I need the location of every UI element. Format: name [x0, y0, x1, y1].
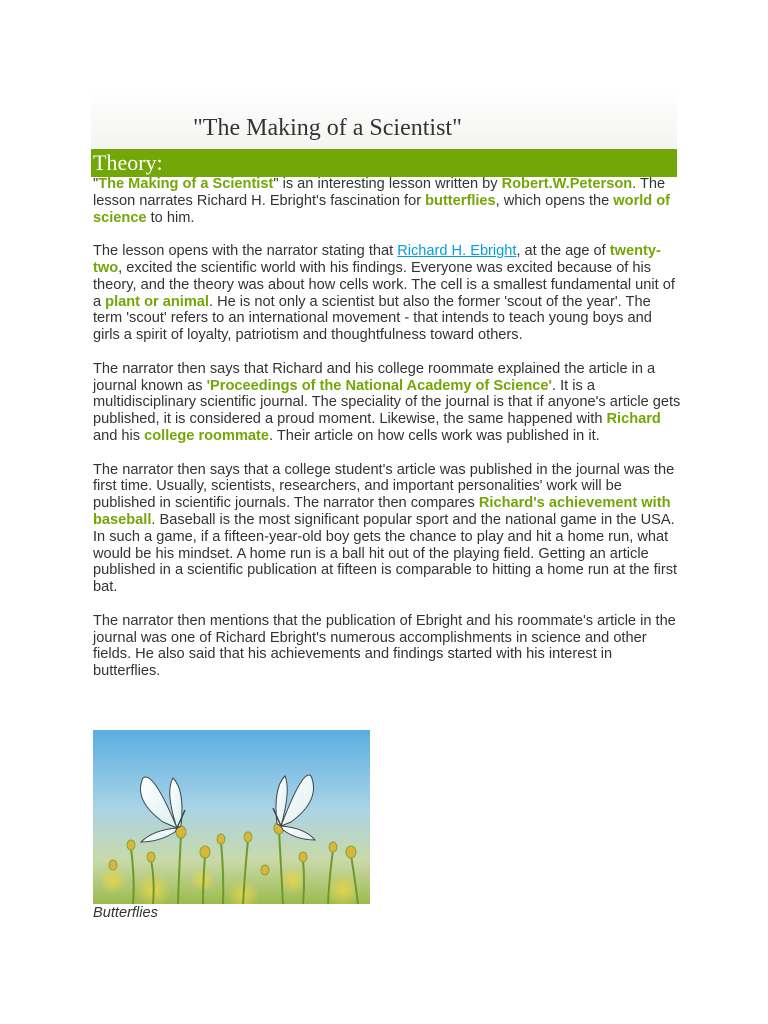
text-run: . The lesson narrates Richard H. Ebright's fascination for	[93, 176, 666, 209]
paragraph	[93, 361, 681, 445]
highlighted-term: world of science	[93, 192, 671, 226]
highlighted-term: Robert.W.Peterson	[501, 176, 633, 192]
highlighted-term: The Making of a Scientist	[98, 176, 274, 192]
text-run: , excited the scientific world with his findings. Everyone was excited because of his theory, and the theory was about how cells work. The cell is a smallest fundamental unit of a	[93, 259, 675, 310]
text-run: "	[93, 176, 99, 192]
text-run: The narrator then says that Richard and his college roommate explained the article in a journal known as	[93, 360, 656, 394]
text-run: . Their article on how cells work was published in it.	[269, 427, 600, 444]
page-title: "The Making of a Scientist"	[193, 115, 462, 141]
paragraph	[93, 243, 681, 344]
text-run: " is an interesting lesson written by	[273, 176, 502, 192]
image-caption: Butterflies	[93, 905, 158, 921]
highlighted-term: 'Proceedings of the National Academy of Science'	[206, 377, 552, 394]
text-run: The lesson opens with the narrator stating that	[93, 243, 398, 260]
section-heading-bar	[91, 149, 677, 177]
text-run: and his	[93, 427, 145, 444]
author-link[interactable]: Richard H. Ebright	[397, 243, 517, 260]
text-run: . It is a multidisciplinary scientific journal. The speciality of the journal is that if anyone's article gets published, it is considered a proud moment. Likewise, the same happened with	[93, 377, 681, 428]
text-run: , which opens the	[495, 192, 614, 209]
highlighted-term: butterflies	[425, 192, 496, 209]
butterflies-image	[93, 730, 370, 904]
text-run: The narrator then mentions that the publication of Ebright and his roommate's article in the journal was one of Richard Ebright's numerous accomplishments in science and other fields. He also said that his achievements and findings started with his interest in butterflies.	[93, 612, 676, 680]
highlighted-term: Richard	[606, 411, 661, 428]
highlighted-term: twenty-two	[93, 243, 661, 276]
article-body	[93, 176, 681, 697]
text-run: , at the age of	[516, 243, 610, 260]
section-heading: Theory:	[93, 150, 163, 175]
text-run: to him.	[146, 209, 195, 226]
highlighted-term: college roommate	[144, 427, 270, 444]
paragraph	[93, 462, 681, 596]
butterflies-photo	[93, 730, 370, 904]
text-run: . He is not only a scientist but also the former 'scout of the year'. The term 'scout' refers to an international movement - that intends to teach young boys and girls a spirit of loyalty, patriotism and thoughtfulness toward others.	[93, 293, 652, 344]
text-run: . Baseball is the most significant popular sport and the national game in the USA. In such a game, if a fifteen-year-old boy gets the chance to play and hit a home run, what would be his mindset. A home run is a ball hit out of the playing field. Getting an article published in a scientific publication at fifteen is comparable to hitting a home run at the first bat.	[93, 511, 678, 596]
highlighted-term: Richard's achievement with baseball	[93, 495, 671, 528]
paragraph	[93, 613, 681, 680]
text-run: The narrator then says that a college student's article was published in the journal was the first time. Usually, scientists, researchers, and important personalities' work will be published in scientific journals. The narrator then compares	[93, 461, 675, 512]
highlighted-term: plant or animal	[105, 293, 209, 310]
paragraph	[93, 176, 681, 226]
